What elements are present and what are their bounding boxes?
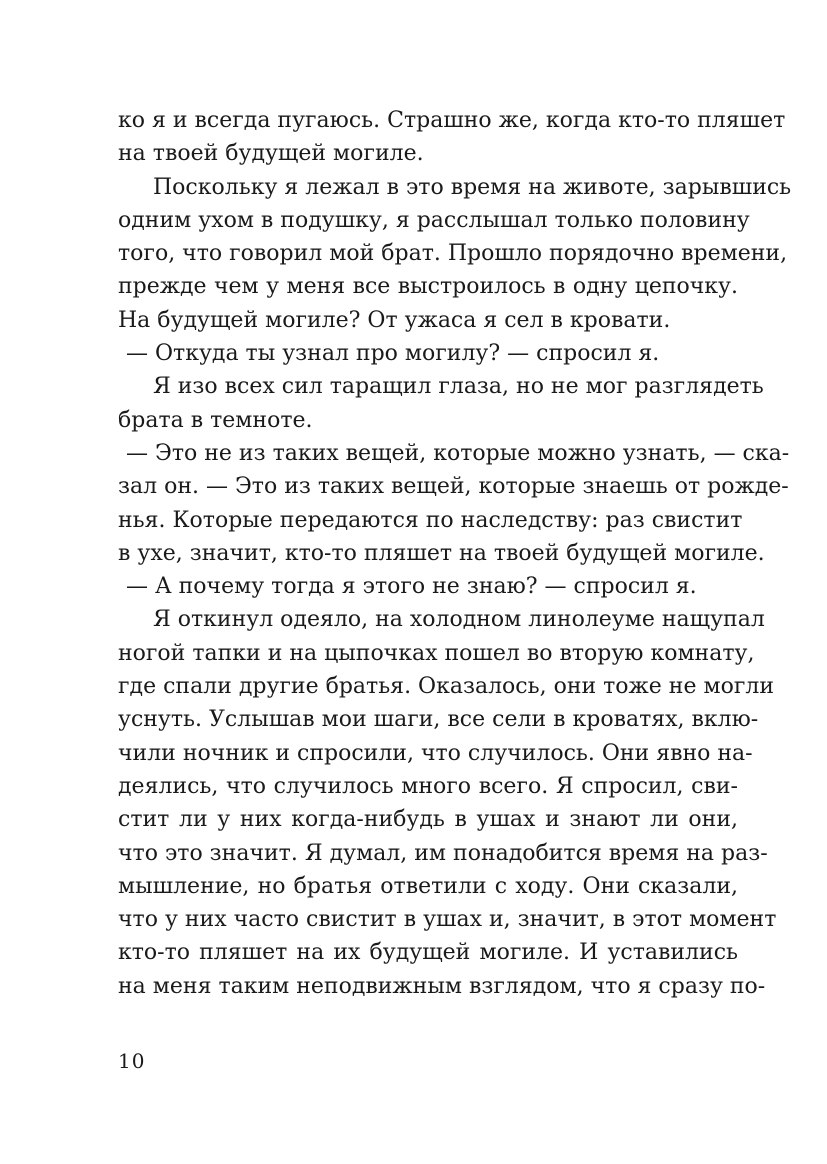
text-line: одним ухом в подушку, я расслышал только половину [118,207,750,233]
text-line: чили ночник и спросили, что случилось. Они явно на- [118,740,753,766]
text-line: ногой тапки и на цыпочках пошел во вторую комнату, [118,640,755,666]
text-line: Поскольку я лежал в это время на животе, зарывшись [153,174,792,200]
text-line: — Откуда ты узнал про могилу? — спросил я. [126,341,660,367]
text-line: — А почему тогда я этого не знаю? — спросил я. [126,574,697,600]
text-line: брата в темноте. [118,407,313,433]
text-line: Я откинул одеяло, на холодном линолеуме нащупал [153,607,765,633]
text-line: — Это не из таких вещей, которые можно узнать, — ска- [126,440,790,466]
text-line: нья. Которые передаются по наследству: раз свистит [118,507,743,533]
text-line: мышление, но братья ответили с ходу. Они сказали, [118,873,738,899]
text-line: что это значит. Я думал, им понадобится время на раз- [118,840,768,866]
text-line: того, что говорил мой брат. Прошло порядочно времени, [118,241,788,267]
text-line: что у них часто свистит в ушах и, значит, в этот момент [118,907,777,933]
text-line: где спали другие братья. Оказалось, они тоже не могли [118,674,775,700]
page-number: 10 [118,1049,146,1073]
text-line: Я изо всех сил таращил глаза, но не мог разглядеть [153,374,764,400]
text-line: кто-то пляшет на их будущей могиле. И уставились [118,940,738,966]
page-text [118,104,792,1003]
text-line: На будущей могиле? От ужаса я сел в кровати. [118,307,671,333]
text-line: прежде чем у меня все выстроилось в одну цепочку. [118,274,738,300]
text-line: на твоей будущей могиле. [118,141,424,167]
text-line: деялись, что случилось много всего. Я спросил, сви- [118,773,738,799]
text-line: ко я и всегда пугаюсь. Страшно же, когда кто-то пляшет [118,108,786,133]
text-line: зал он. — Это из таких вещей, которые знаешь от рожде- [118,474,789,500]
text-line: на меня таким неподвижным взглядом, что я сразу по- [118,973,766,999]
text-line: стит ли у них когда-нибудь в ушах и знают ли они, [118,807,738,833]
text-line: уснуть. Услышав мои шаги, все сели в кроватях, вклю- [118,707,759,733]
text-line: в ухе, значит, кто-то пляшет на твоей будущей могиле. [118,540,765,566]
